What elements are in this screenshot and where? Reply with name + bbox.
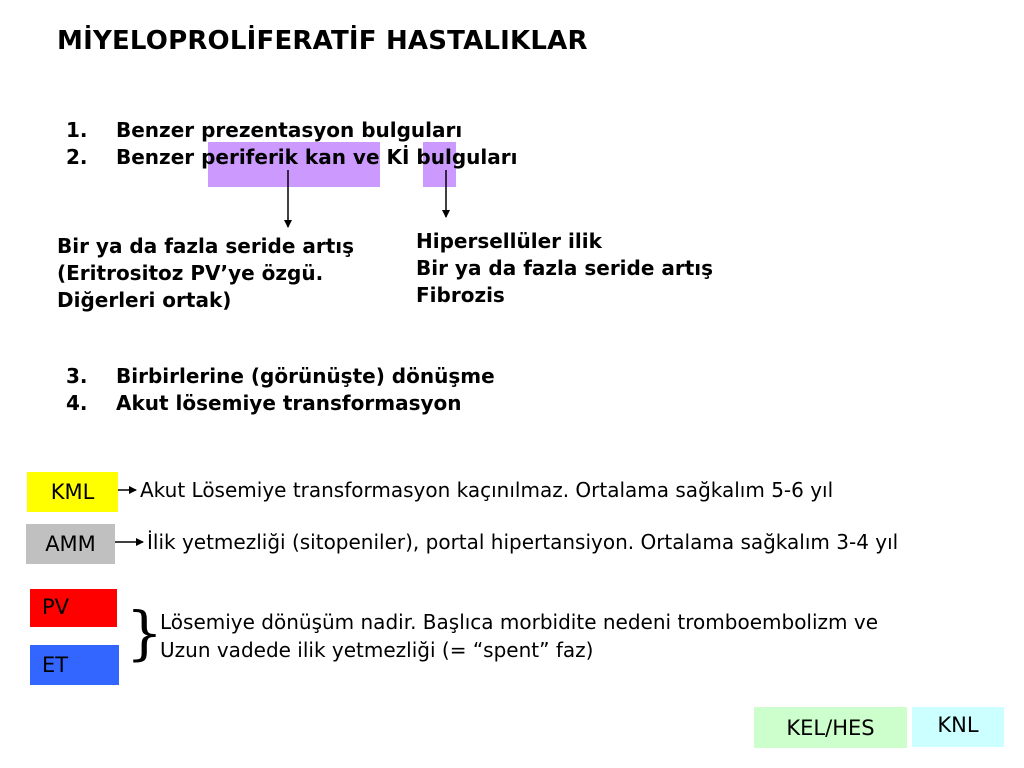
right-finding-line: Bir ya da fazla seride artış [416,256,714,280]
list-number: 2. [66,145,88,169]
right-finding-line: Fibrozis [416,283,505,307]
page-title: MİYELOPROLİFERATİF HASTALIKLAR [57,26,588,56]
curly-brace: } [126,599,163,667]
list-number: 3. [66,364,88,388]
periferik-kan-term: periferik kan [201,145,346,169]
list-item-4 [66,389,462,417]
left-findings-block [57,233,354,314]
kml-box: KML [27,472,118,512]
right-findings-block [416,228,713,309]
list-number: 1. [66,118,88,142]
list-text-part: Benzer [116,145,202,169]
kel-hes-box: KEL/HES [754,707,907,748]
list-number: 4. [66,391,88,415]
left-finding-line: (Eritrositoz PV’ye özgü. [57,261,324,285]
left-finding-line: Diğerleri ortak) [57,288,232,312]
list-text: Benzer prezentasyon bulguları [116,118,463,142]
right-finding-line: Hipersellüler ilik [416,229,602,253]
amm-box: AMM [26,524,115,564]
list-text-part: bulguları [409,145,518,169]
list-item-3 [66,362,495,390]
pv-et-description-line-2: Uzun vadede ilik yetmezliği (= “spent” faz) [160,638,594,662]
pv-box: PV [30,589,117,627]
ki-term: Kİ [386,145,410,169]
amm-description: İlik yetmezliği (sitopeniler), portal hipertansiyon. Ortalama sağkalım 3-4 yıl [147,530,899,554]
kml-description: Akut Lösemiye transformasyon kaçınılmaz. Ortalama sağkalım 5-6 yıl [140,478,834,502]
left-finding-line: Bir ya da fazla seride artış [57,234,355,258]
knl-box: KNL [912,707,1004,747]
list-text-part: ve [345,145,387,169]
list-text: Birbirlerine (görünüşte) dönüşme [116,364,495,388]
pv-et-description-line-1: Lösemiye dönüşüm nadir. Başlıca morbidite nedeni tromboembolizm ve [160,610,879,634]
et-box: ET [30,645,119,685]
list-text: Akut lösemiye transformasyon [116,391,462,415]
